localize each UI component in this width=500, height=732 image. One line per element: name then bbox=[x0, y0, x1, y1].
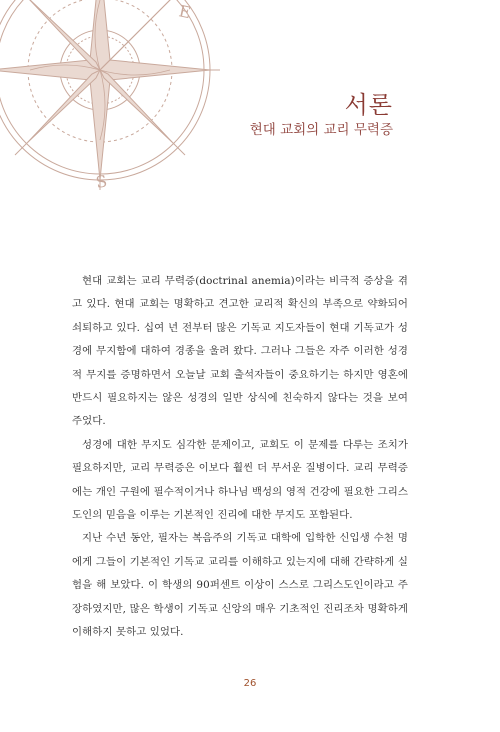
chapter-subtitle: 현대 교회의 교리 무력증 bbox=[249, 122, 393, 138]
paragraph: 지난 수년 동안, 필자는 복음주의 기독교 대학에 입학한 신입생 수천 명에게 그들이 기본적인 기독교 교리를 이해하고 있는지에 대해 간략하게 실험을 해 보았다. 이 학생의 90퍼센트 이상이 스스로 그리스도인이라고 주장하였지만, 많은 학생이 기독교 신앙의 매우 기초적인 진리조차 명확하게 이해하지 못하고 있었다. bbox=[72, 532, 408, 639]
body-text bbox=[72, 270, 408, 645]
chapter-title: 서론 bbox=[344, 91, 393, 119]
compass-rose-icon bbox=[0, 0, 240, 210]
compass-label-south: S bbox=[94, 171, 109, 192]
paragraph: 현대 교회는 교리 무력증(doctrinal anemia)이라는 비극적 증상을 겪고 있다. 현대 교회는 명확하고 견고한 교리적 확신의 부족으로 약화되어 쇠퇴하고 있다. 십여 년 전부터 많은 기독교 지도자들이 현대 기독교가 성경에 무지함에 대하여 경종을 울려 왔다. 그러나 그들은 자주 이러한 성경적 무지를 증명하면서 오늘날 교회 출석자들이 중요하기는 하지만 영혼에 반드시 필요하지는 않은 성경의 일반 상식에 친숙하지 않다는 것을 보여 주었다. bbox=[72, 275, 408, 428]
compass-label-east: E bbox=[177, 1, 193, 23]
page-number: 26 bbox=[243, 678, 257, 689]
paragraph: 성경에 대한 무지도 심각한 문제이고, 교회도 이 문제를 다루는 조치가 필요하지만, 교리 무력증은 이보다 훨씬 더 무서운 질병이다. 교리 무력증에는 개인 구원에 필수적이거나 하나님 백성의 영적 건강에 필요한 그리스도인의 믿음을 이루는 기본적인 진리에 대한 무지도 포함된다. bbox=[72, 438, 408, 522]
